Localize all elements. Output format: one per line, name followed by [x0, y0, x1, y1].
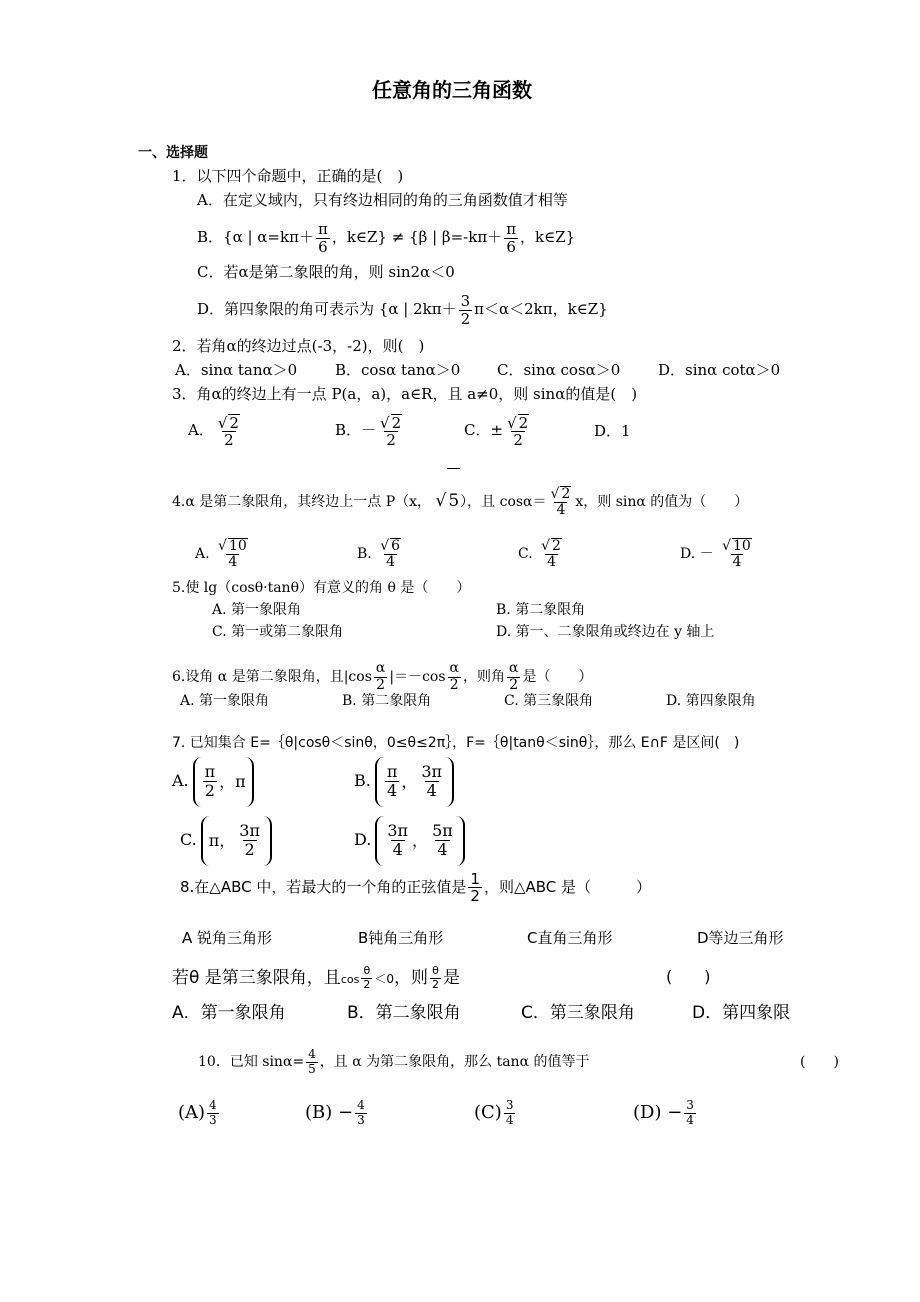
q8-option-c: C直角三角形: [527, 929, 613, 947]
q9-option-a: A．第一象限角: [172, 1003, 286, 1023]
q2-option-c: C．sinα cosα＞0: [497, 361, 621, 379]
q4-option-c: C. $\frac{√ 2}{4}$: [518, 537, 561, 570]
q10-option-d: (D) − $\frac{3}{4}$: [633, 1098, 694, 1127]
q3-option-d: D．1: [594, 422, 631, 440]
q10-option-a: (A) $\frac{4}{3}$: [178, 1098, 217, 1127]
q6-option-b: B. 第二象限角: [342, 693, 432, 709]
q2-stem: 2．若角α的终边过点(-3，-2)，则( ): [172, 337, 425, 355]
q2-option-d: D．sinα cotα＞0: [658, 361, 781, 379]
q3-option-b: B．－ $\frac{√ 2}{2}$: [335, 413, 402, 449]
q4-option-b: B. $\frac{√ 6}{4}$: [357, 537, 401, 570]
q5-option-d: D. 第一、二象限角或终边在 y 轴上: [496, 624, 715, 640]
q1-stem: 1．以下四个命题中，正确的是( ): [172, 167, 404, 185]
q9-answer-paren: ( ): [666, 967, 711, 986]
q6-option-a: A. 第一象限角: [180, 693, 270, 709]
q2-option-a: A．sinα tanα＞0: [175, 361, 298, 379]
q6-option-c: C. 第三象限角: [504, 693, 594, 709]
q10-option-b: (B) − $\frac{4}{3}$: [305, 1098, 365, 1127]
q1-option-d: D．第四象限的角可表示为 {α | 2kπ＋ $\frac{3}{2}$ π＜α＜2kπ，k∈Z}: [197, 292, 608, 328]
q4-option-a: A. $\frac{√ 10}{4}$: [195, 537, 247, 570]
q3-stem: 3．角α的终边上有一点 P(a，a)，a∈R，且 a≠0，则 sinα的值是( ): [172, 385, 638, 403]
q9-option-d: D．第四象限: [692, 1003, 791, 1023]
q5-option-a: A. 第一象限角: [212, 602, 302, 618]
q7-option-c: C. π ， $\frac{3\pi}{2}$: [180, 815, 276, 866]
q8-option-d: D等边三角形: [697, 929, 784, 947]
q1-option-a: A．在定义域内，只有终边相同的角的三角函数值才相等: [197, 191, 568, 209]
q7-option-b: B. $\frac{\pi}{4}$ ， $\frac{3\pi}{4}$: [354, 756, 458, 807]
q8-stem: 8.在△ABC 中，若最大的一个角的正弦值是 $\frac{1}{2}$ ，则△ABC 是（ ）: [180, 869, 652, 905]
q7-option-d: D. $\frac{3\pi}{4}$ ， $\frac{5\pi}{4}$: [354, 815, 469, 866]
q2-option-b: B．cosα tanα＞0: [335, 361, 461, 379]
q6-stem: 6.设角 α 是第二象限角，且|cos $\frac{\alpha}{2}$ |＝－cos $\frac{\alpha}{2}$ ，则角 $\frac{\alpha}{2}$ 是（ ）: [172, 660, 593, 693]
page-title: 任意角的三角函数: [372, 78, 532, 102]
q10-answer-paren: ( ): [800, 1054, 839, 1070]
q1-option-c: C．若α是第二象限的角，则 sin2α＜0: [197, 263, 455, 281]
q9-stem: 若θ 是第三象限角，且cos $\frac{\theta}{2}$ ＜0，则 $\frac{\theta}{2}$ 是: [172, 964, 460, 991]
q7-stem: 7. 已知集合 E=｛θ|cosθ＜sinθ，0≤θ≤2π｝，F=｛θ|tanθ＜sinθ｝，那么 E∩F 是区间( ): [172, 735, 740, 751]
q1-option-b: B．{α | α=kπ＋ $\frac{\pi}{6}$ ，k∈Z} ≠ {β | β=-kπ＋ $\frac{\pi}{6}$ ，k∈Z}: [197, 220, 576, 256]
q9-option-c: C．第三象限角: [521, 1003, 635, 1023]
q9-option-b: B．第二象限角: [347, 1003, 461, 1023]
q5-option-b: B. 第二象限角: [496, 602, 586, 618]
q4-stem: 4.α 是第二象限角，其终边上一点 P（x， √ 5），且 cosα＝ $\frac{√ 2}{4}$ x，则 sinα 的值为（ ）: [172, 468, 748, 534]
q3-option-a: A． $\frac{√ 2}{2}$: [188, 413, 239, 449]
section-heading: 一、选择题: [138, 145, 208, 161]
q3-option-c: C．± $\frac{√ 2}{2}$: [464, 413, 529, 449]
q10-option-c: (C) $\frac{3}{4}$: [474, 1098, 514, 1127]
q8-option-b: B钝角三角形: [358, 929, 444, 947]
q4-option-d: D. － $\frac{√ 10}{4}$: [680, 537, 751, 570]
q5-option-c: C. 第一或第二象限角: [212, 624, 344, 640]
q5-stem: 5.使 lg（cosθ·tanθ）有意义的角 θ 是（ ）: [172, 580, 471, 596]
q8-option-a: A 锐角三角形: [182, 929, 273, 947]
q6-option-d: D. 第四象限角: [666, 693, 756, 709]
q10-stem: 10．已知 sinα= $\frac{4}{5}$ ，且 α 为第二象限角，那么 tanα 的值等于: [198, 1047, 590, 1076]
q7-option-a: A. $\frac{\pi}{2}$ ， π: [172, 756, 258, 807]
